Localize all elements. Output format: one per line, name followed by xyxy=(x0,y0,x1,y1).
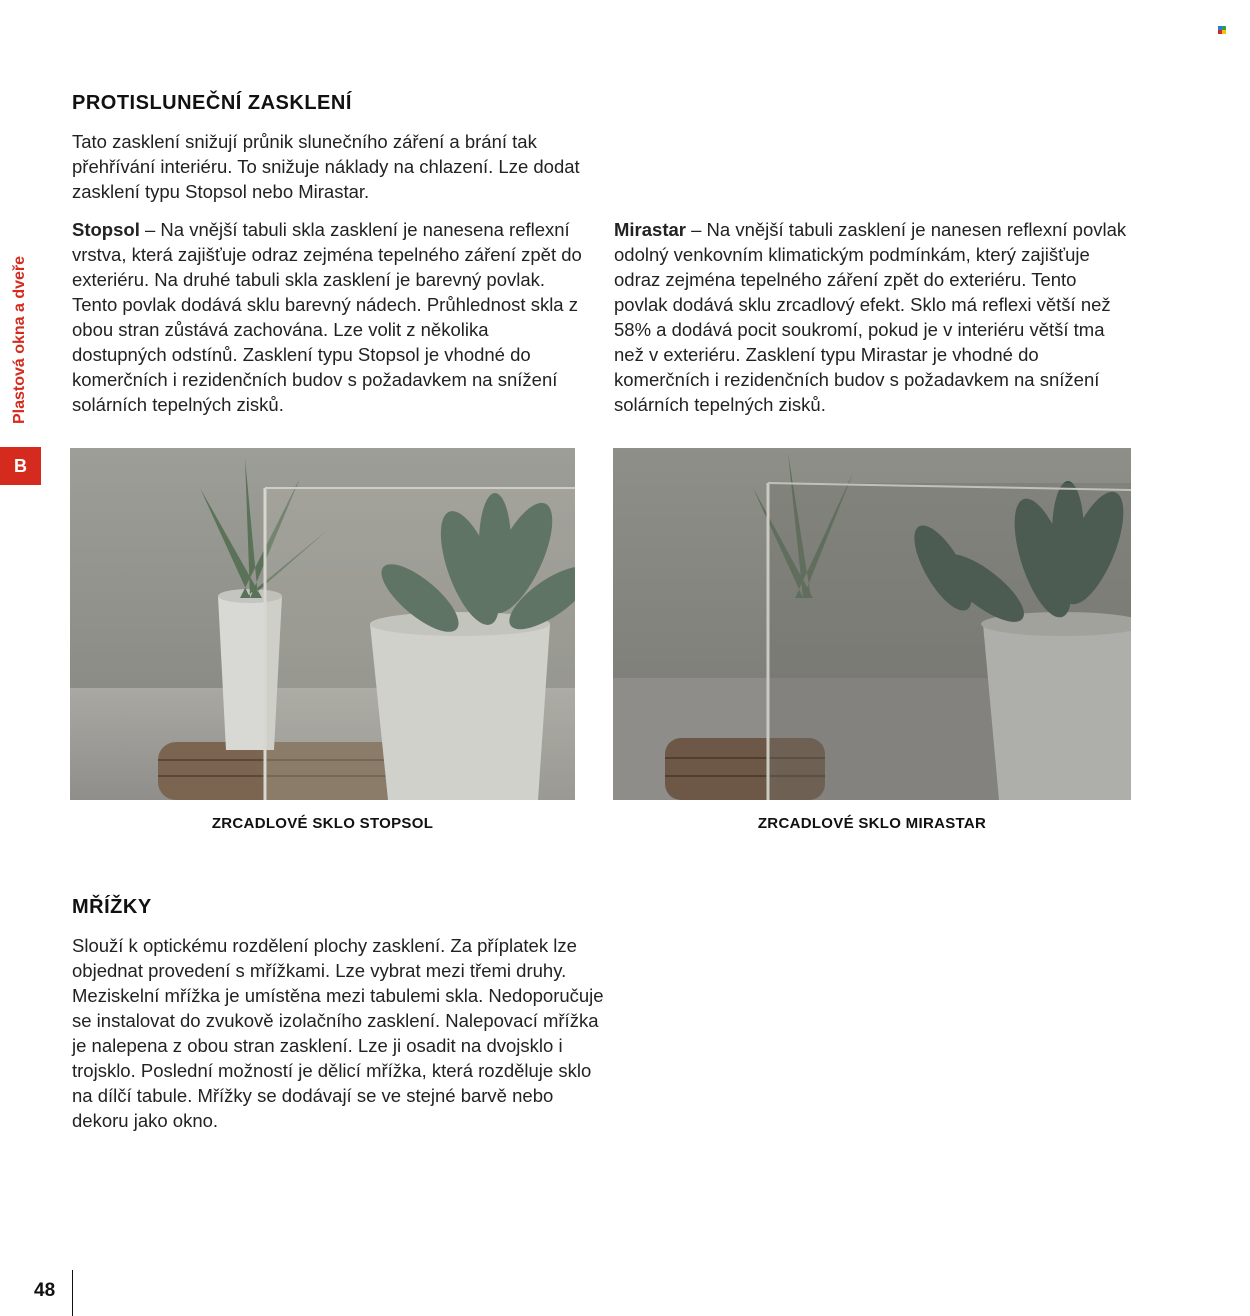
mirastar-glass-photo xyxy=(613,448,1131,800)
stopsol-term: Stopsol xyxy=(72,219,140,240)
stopsol-glass-photo xyxy=(70,448,575,800)
page-number-divider xyxy=(72,1270,73,1316)
section-heading-solar-glazing: PROTISLUNEČNÍ ZASKLENÍ xyxy=(72,92,352,114)
mirastar-photo-caption: ZRCADLOVÉ SKLO MIRASTAR xyxy=(757,815,987,832)
page-number: 48 xyxy=(34,1280,56,1301)
section-side-label: Plastová okna a dveře xyxy=(11,255,28,425)
grilles-paragraph: Slouží k optickému rozdělení plochy zasklení. Za příplatek lze objednat provedení s mřížkami. Lze vybrat mezi třemi druhy. Meziskelní mřížka je umístěna mezi tabulemi skla. Nedoporučuje se instalovat do zvukově izolačního zasklení. Nalepovací mřížka je nalepena z obou stran zasklení. Lze ji osadit na dvojsklo i trojsklo. Poslední možností je dělicí mřížka, která rozděluje sklo na dílčí tabule. Mřížky se dodávají se ve stejné barvě nebo dekoru jako okno. xyxy=(72,935,604,1131)
mirastar-paragraph xyxy=(614,217,1134,417)
stopsol-description: – Na vnější tabuli skla zasklení je nanesena reflexní vrstva, která zajišťuje odraz zejména tepelného záření zpět do exteriéru. Na druhé tabuli skla zasklení je barevný povlak. Tento povlak dodává sklu barevný nádech. Průhlednost skla z obou stran zůstává zachována. Lze volit z několika dostupných odstínů. Zasklení typu Stopsol je vhodné do komerčních i rezidenčních budov s požadavkem na snížení solárních tepelných zisků. xyxy=(72,219,582,415)
section-tab: B xyxy=(0,447,41,485)
section-heading-grilles: MŘÍŽKY xyxy=(72,896,152,918)
intro-paragraph: Tato zasklení snižují průnik slunečního záření a brání tak přehřívání interiéru. To snižuje náklady na chlazení. Lze dodat zasklení typu Stopsol nebo Mirastar. xyxy=(72,131,580,202)
stopsol-paragraph xyxy=(72,217,582,417)
mirastar-description: – Na vnější tabuli zasklení je nanesen reflexní povlak odolný venkovním klimatickým podmínkám, který zajišťuje odraz zejména tepelného záření zpět do exteriéru. Tento povlak dodává sklu zrcadlový efekt. Sklo má reflexi větší než 58% a dodává pocit soukromí, pokud je v interiéru větší tma než v exteriéru. Zasklení typu Mirastar je vhodné do komerčních i rezidenčních budov s požadavkem na snížení solárních tepelných zisků. xyxy=(614,219,1127,415)
corner-logo-mark xyxy=(1218,26,1226,34)
stopsol-photo-caption: ZRCADLOVÉ SKLO STOPSOL xyxy=(211,815,434,832)
mirastar-term: Mirastar xyxy=(614,219,686,240)
